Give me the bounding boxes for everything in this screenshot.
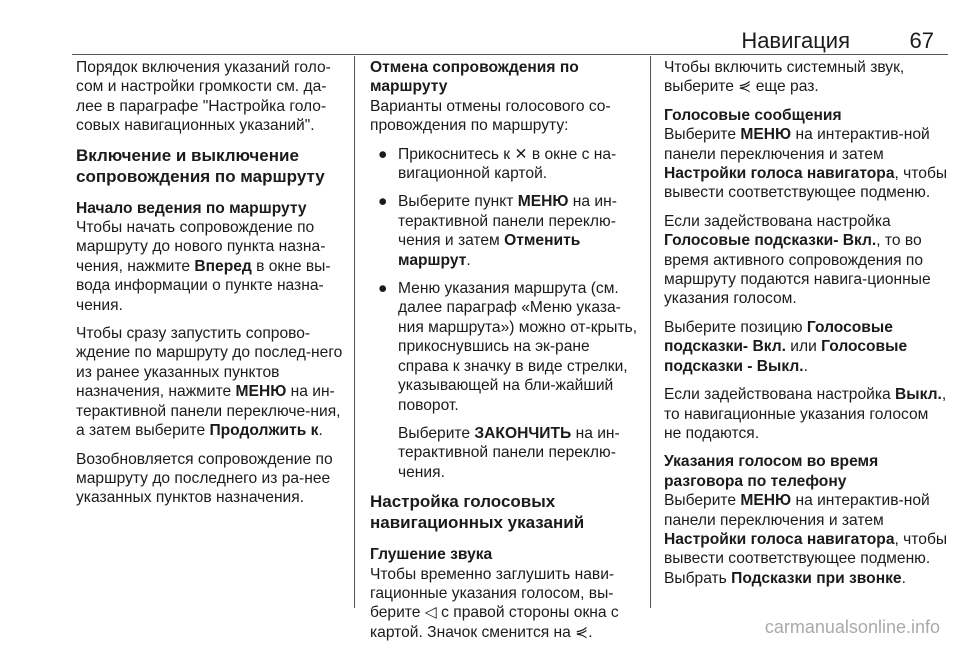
ui-term: Продолжить к [209,422,319,440]
bullet-item: ● Прикоснитесь к ✕ в окне с на-вигационной картой. [378,145,617,183]
page-number: 67 [909,28,934,53]
paragraph: Порядок включения указаний голо-сом и настройки громкости см. да-лее в параграфе "Настройка голо-совых навигационных указаний". [76,59,331,135]
page-title: Навигация [741,28,850,53]
ui-term: МЕНЮ [740,492,792,510]
section-heading: Включение и выключение сопровождения по маршруту [76,145,325,186]
subsection-heading: Глушение звука [370,546,493,564]
bullet-item: ● Выберите пункт МЕНЮ на ин-терактивной панели переклю-чения и затем Отменить маршрут. [378,193,617,269]
paragraph: Выберите ЗАКОНЧИТЬ на ин-терактивной панели переклю-чения. [398,424,620,481]
ui-term: МЕНЮ [235,383,287,401]
watermark: carmanualsonline.info [764,617,940,637]
speaker-mute-icon: ⋞ [738,78,752,96]
subsection-heading: Голосовые сообщения [664,106,842,124]
paragraph: Варианты отмены голосового со-провождения по маршруту: [370,97,611,135]
ui-term: Подсказки при звонке [731,569,902,587]
ui-term: Голосовые подсказки - Выкл. [664,338,908,375]
paragraph: Выберите МЕНЮ на интерактив-ной панели переключения и затем Настройки голоса навигатора, чтобы вывести соответствующее подменю. Выбрать Подсказки при звонке. [664,492,948,587]
ui-term: ЗАКОНЧИТЬ [474,424,572,442]
ui-term: МЕНЮ [517,193,569,211]
ui-term: Голосовые подсказки- Вкл. [664,232,877,250]
ui-term: Голосовые подсказки- Вкл. [664,318,893,356]
column-divider-2 [650,56,651,608]
page-header [0,0,960,60]
subsection-heading: Отмена сопровождения по маршруту [370,59,579,96]
paragraph: Если задействована настройка Выкл., то навигационные указания голосом не подаются. [664,386,947,442]
subsection-heading: Указания голосом во время разговора по телефону [664,453,879,490]
bullet-item: ● Меню указания маршрута (см. далее параграф «Меню указа-ния маршрута») можно от-крыть, прикоснувшись на эк-ране справа к значку в виде стрелки, указывающей на бли-жайший поворот. [378,280,638,414]
column-divider-1 [354,56,355,608]
paragraph: Чтобы временно заглушить нави-гационные указания голосом, вы-берите ◁ с правой стороны окна с картой. Значок сменится на ⋞. [370,565,619,641]
ui-term: Вперед [194,257,252,275]
paragraph: Чтобы включить системный звук, выберите ⋞ еще раз. [664,59,905,96]
ui-term: Отменить маршрут [398,232,581,269]
column-2 [370,58,642,651]
paragraph: Чтобы сразу запустить сопрово-ждение по маршруту до послед-него из ранее указанных пунктов назначения, нажмите МЕНЮ на ин-терактивной панели переключе-ния, а затем выберите Продолжить к. [76,325,343,440]
paragraph: Возобновляется сопровождение по маршруту до последнего из ра-нее указанных пунктов назначения. [76,450,333,507]
speaker-mute-icon: ⋞ [575,623,589,641]
section-heading: Настройка голосовых навигационных указаний [370,492,585,533]
column-1 [76,58,348,517]
paragraph: Если задействована настройка Голосовые подсказки- Вкл., то во время активного сопровождения по маршруту подаются навига-ционные указания голосом. [664,212,931,308]
paragraph: Выберите позицию Голосовые подсказки- Вкл. или Голосовые подсказки - Выкл.. [664,318,908,375]
ui-term: МЕНЮ [740,126,792,144]
ui-term: Настройки голоса навигатора [664,165,895,183]
ui-term: Настройки голоса навигатора [664,530,895,548]
header-divider [72,54,948,55]
subsection-heading: Начало ведения по маршруту [76,199,307,217]
close-icon: ✕ [514,145,528,163]
paragraph: Чтобы начать сопровождение по маршруту до нового пункта назна-чения, нажмите Вперед в окне вы-вода информации о пункте назна-чения. [76,219,331,314]
ui-term: Выкл. [895,386,942,404]
paragraph: Выберите МЕНЮ на интерактив-ной панели переключения и затем Настройки голоса навигатора, чтобы вывести соответствующее подменю. [664,126,948,202]
speaker-icon: ◁ [424,604,437,622]
column-3 [664,58,948,597]
